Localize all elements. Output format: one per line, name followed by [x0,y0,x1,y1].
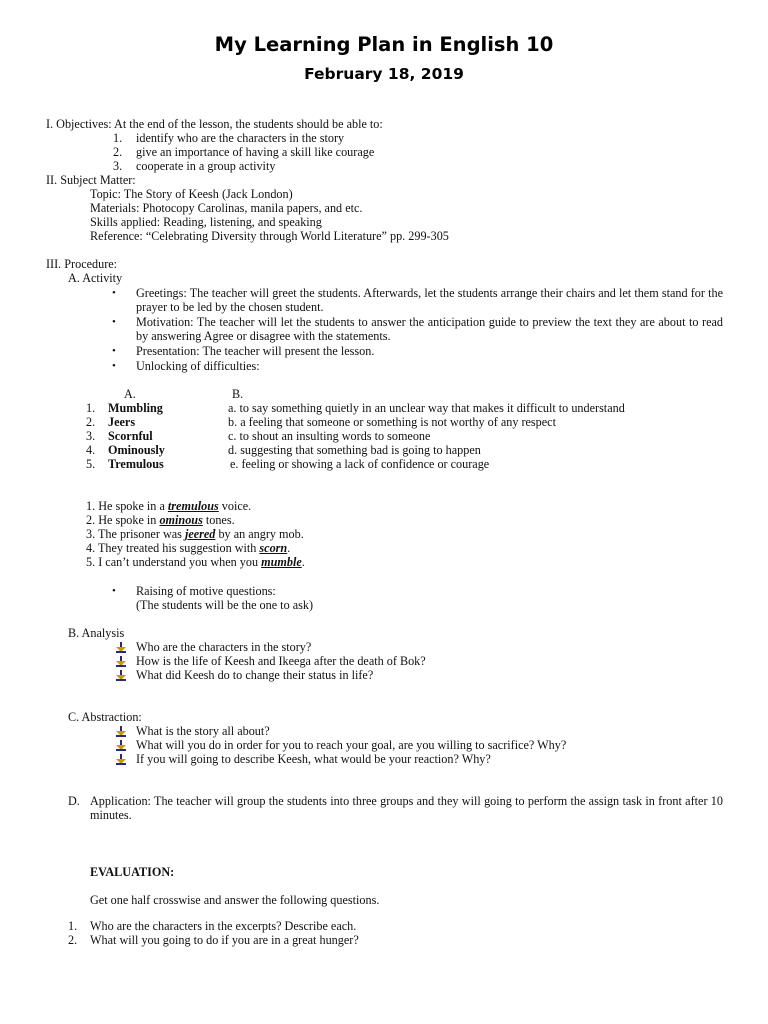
sentence-keyword: ominous [159,513,203,527]
abstraction-question-text: If you will going to describe Keesh, what would be your reaction? Why? [136,752,491,766]
sentence-text: 3. The prisoner was [86,527,185,541]
subject-materials: Materials: Photocopy Carolinas, manila papers, and etc. [90,201,363,215]
application-label: D. [68,794,80,808]
vocab-definition: c. to shout an insulting words to someone [228,429,431,443]
vocab-word: Ominously [108,443,165,457]
vocab-definition: d. suggesting that something bad is going to happen [228,443,481,457]
column-b-label: B. [232,387,244,401]
sentence-text: 5. I can’t understand you when you [86,555,262,569]
activity-bullet-greetings: • Greetings: The teacher will greet the students. Afterwards, let the students arrange their chairs and let them stand for the prayer to be led by the chosen student. [136,286,723,315]
evaluation-question: What will you going to do if you are in a great hunger? [90,933,359,947]
motive-questions-note: (The students will be the one to ask) [136,598,314,612]
evaluation-question-num: 1. [68,919,78,933]
subject-topic: Topic: The Story of Keesh (Jack London) [90,187,293,201]
evaluation-instruction: Get one half crosswise and answer the following questions. [90,893,380,907]
analysis-question [136,654,426,668]
arrow-down-icon [116,670,126,681]
objective-item: identify who are the characters in the story [136,131,345,145]
sentence-keyword: jeered [184,527,216,541]
evaluation-question: Who are the characters in the excerpts? Describe each. [90,919,357,933]
objective-num: 3. [113,159,123,173]
objective-item: cooperate in a group activity [136,159,276,173]
arrow-down-icon [116,740,126,751]
sentence-keyword: tremulous [167,499,219,513]
analysis-question [136,640,311,654]
objective-num: 2. [113,145,123,159]
vocab-word: Scornful [108,429,153,443]
document-date: February 18, 2019 [304,65,464,83]
sentence-text: 1. He spoke in a [86,499,168,513]
objective-num: 1. [113,131,123,145]
abstraction-question-text: What will you do in order for you to reach your goal, are you willing to sacrifice? Why? [136,738,567,752]
arrow-down-icon [116,656,126,667]
sentence-text: 4. They treated his suggestion with [86,541,260,555]
vocab-num: 5. [86,457,96,471]
sentence-keyword: scorn [259,541,288,555]
vocab-word: Tremulous [108,457,164,471]
evaluation-header: EVALUATION: [90,865,175,879]
example-sentence [86,555,305,569]
vocab-num: 4. [86,443,96,457]
vocab-definition: e. feeling or showing a lack of confidence or courage [230,457,490,471]
evaluation-question-num: 2. [68,933,78,947]
sentence-text: . [287,541,291,555]
example-sentence [86,513,235,527]
vocab-num: 3. [86,429,96,443]
subject-matter-header: II. Subject Matter: [46,173,136,187]
motive-questions-bullet: • Raising of motive questions: [136,584,276,598]
arrow-down-icon [116,726,126,737]
analysis-question [136,668,373,682]
example-sentence [86,541,290,555]
abstraction-question-text: What is the story all about? [136,724,270,738]
subject-reference: Reference: “Celebrating Diversity through World Literature” pp. 299-305 [90,229,449,243]
vocab-num: 1. [86,401,96,415]
objective-item: give an importance of having a skill like courage [136,145,375,159]
sentence-text: 2. He spoke in [86,513,160,527]
arrow-down-icon [116,754,126,765]
analysis-question-text: What did Keesh do to change their status in life? [136,668,374,682]
abstraction-question [136,738,566,752]
abstraction-question [136,752,491,766]
objectives-header: I. Objectives: At the end of the lesson, the students should be able to: [46,117,383,131]
example-sentence [86,527,304,541]
analysis-question-text: How is the life of Keesh and Ikeega after the death of Bok? [136,654,426,668]
sentence-text: tones. [202,513,235,527]
abstraction-label: C. Abstraction: [68,710,142,724]
application-text: Application: The teacher will group the students into three groups and they will going to perform the assign task in front after 10 minutes. [90,794,723,823]
activity-bullet-unlocking: • Unlocking of difficulties: [136,359,260,373]
arrow-down-icon [116,642,126,653]
activity-label: A. Activity [68,271,123,285]
analysis-label: B. Analysis [68,626,125,640]
vocab-definition: b. a feeling that someone or something is not worthy of any respect [228,415,556,429]
vocab-num: 2. [86,415,96,429]
sentence-text: by an angry mob. [215,527,304,541]
column-a-label: A. [124,387,136,401]
sentence-text: . [301,555,305,569]
sentence-text: voice. [218,499,252,513]
vocab-word: Mumbling [108,401,163,415]
abstraction-question [136,724,270,738]
vocab-definition: a. to say something quietly in an unclear way that makes it difficult to understand [228,401,625,415]
sentence-keyword: mumble [261,555,302,569]
vocab-word: Jeers [108,415,136,429]
subject-skills: Skills applied: Reading, listening, and speaking [90,215,322,229]
activity-bullet-motivation: • Motivation: The teacher will let the students to answer the anticipation guide to preview the text they are about to read by answering Agree or disagree with the statements. [136,315,723,344]
document-title: My Learning Plan in English 10 [214,33,554,56]
activity-bullet-presentation: • Presentation: The teacher will present the lesson. [136,344,374,358]
example-sentence [86,499,251,513]
analysis-question-text: Who are the characters in the story? [136,640,312,654]
procedure-header: III. Procedure: [46,257,118,271]
